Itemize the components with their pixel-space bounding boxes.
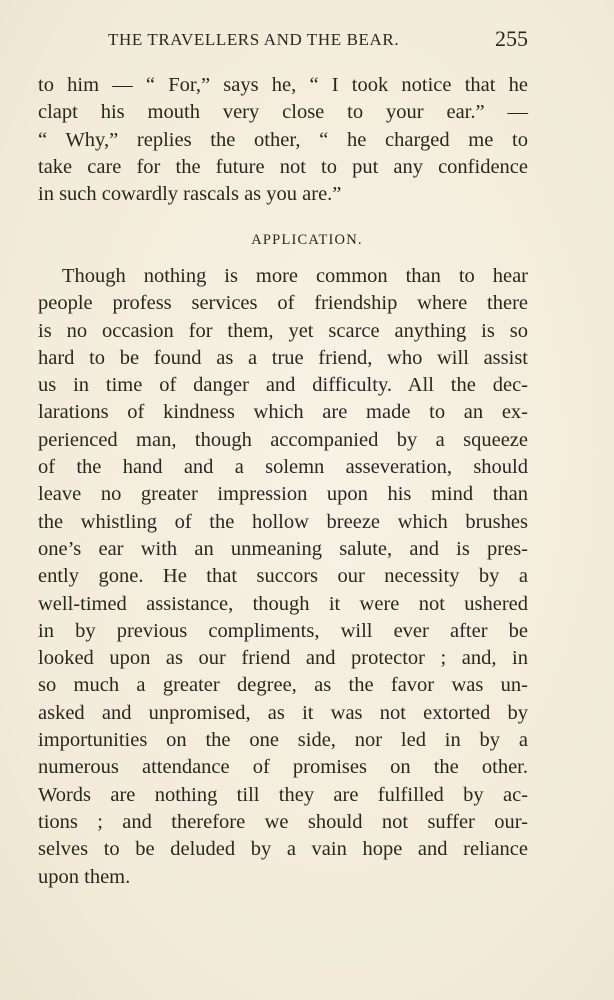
- text-line: well-timed assistance, though it were not ushered: [38, 592, 528, 615]
- text-line: importunities on the one side, nor led in by a: [38, 729, 528, 752]
- text-line: take care for the future not to put any confidence: [38, 155, 528, 178]
- text-line: Words are nothing till they are fulfilled by ac-: [38, 783, 528, 806]
- text-line: in such cowardly rascals as you are.”: [38, 183, 342, 206]
- text-line: larations of kindness which are made to an ex-: [38, 401, 528, 424]
- text-line: of the hand and a solemn asseveration, should: [38, 456, 528, 479]
- text-line: numerous attendance of promises on the other.: [38, 756, 528, 779]
- fable-ending-paragraph: [38, 72, 528, 208]
- text-line: so much a greater degree, as the favor was un-: [38, 674, 528, 697]
- text-line: asked and unpromised, as it was not extorted by: [38, 701, 528, 724]
- text-line: to him — “ For,” says he, “ I took notice that he: [38, 74, 528, 96]
- text-line: looked upon as our friend and protector ; and, in: [38, 647, 528, 670]
- text-line: perienced man, though accompanied by a squeeze: [38, 428, 528, 451]
- text-line: people profess services of friendship where there: [38, 292, 528, 315]
- text-line: selves to be deluded by a vain hope and reliance: [38, 838, 528, 861]
- text-line: hard to be found as a true friend, who will assist: [38, 346, 528, 369]
- text-line: “ Why,” replies the other, “ he charged me to: [38, 128, 528, 151]
- text-line: us in time of danger and difficulty. All the dec-: [38, 374, 528, 397]
- section-heading: APPLICATION.: [251, 232, 363, 248]
- text-line: Though nothing is more common than to hear: [62, 265, 528, 287]
- text-line: clapt his mouth very close to your ear.” —: [38, 101, 528, 124]
- text-line: in by previous compliments, will ever after be: [38, 619, 528, 642]
- page-header: [38, 28, 528, 56]
- text-line: upon them.: [38, 865, 131, 888]
- text-line: tions ; and therefore we should not suffer our-: [38, 810, 528, 833]
- text-line: ently gone. He that succors our necessity by a: [38, 565, 528, 588]
- application-paragraph: [38, 263, 528, 891]
- page-number: 255: [495, 26, 528, 51]
- text-line: leave no greater impression upon his mind than: [38, 483, 528, 506]
- text-line: one’s ear with an unmeaning salute, and is pres-: [38, 537, 528, 560]
- text-line: the whistling of the hollow breeze which brushes: [38, 510, 528, 533]
- running-head: THE TRAVELLERS AND THE BEAR.: [108, 30, 400, 49]
- text-line: is no occasion for them, yet scarce anything is so: [38, 319, 528, 342]
